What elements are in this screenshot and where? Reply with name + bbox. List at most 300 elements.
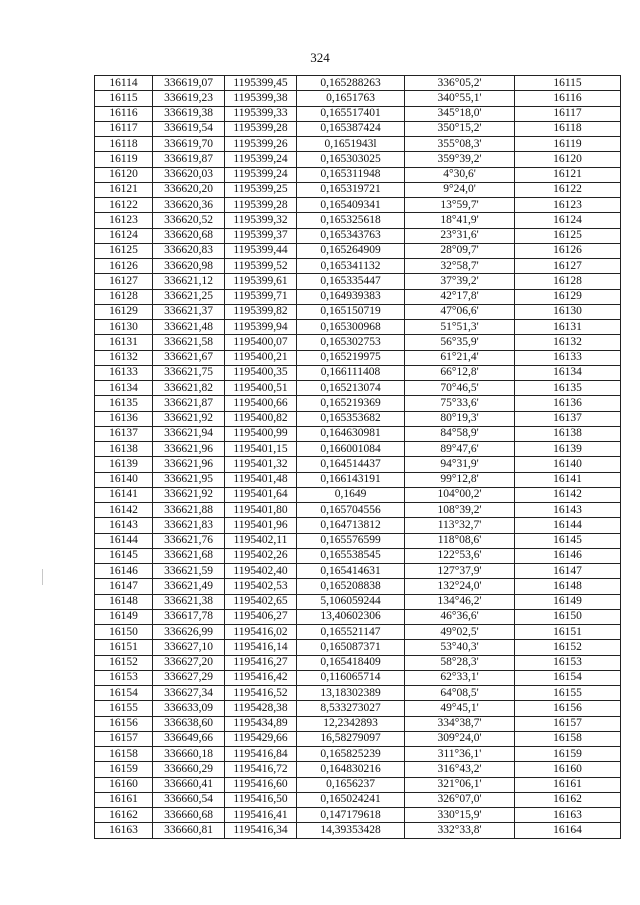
x-coordinate-cell: 336621,87 (153, 396, 225, 411)
x-coordinate-cell: 336621,82 (153, 381, 225, 396)
distance-cell: 0,165288263 (297, 76, 405, 91)
next-point-id-cell: 16116 (515, 91, 621, 106)
point-id-cell: 16124 (95, 228, 153, 243)
table-row (95, 808, 621, 823)
point-id-cell: 16150 (95, 625, 153, 640)
distance-cell: 0,165343763 (297, 228, 405, 243)
direction-angle-cell: 350°15,2' (405, 121, 515, 136)
table-row (95, 426, 621, 441)
x-coordinate-cell: 336620,52 (153, 213, 225, 228)
y-coordinate-cell: 1195400,66 (225, 396, 297, 411)
table-row (95, 91, 621, 106)
y-coordinate-cell: 1195416,27 (225, 655, 297, 670)
next-point-id-cell: 16120 (515, 152, 621, 167)
point-id-cell: 16122 (95, 198, 153, 213)
table-row (95, 274, 621, 289)
point-id-cell: 16139 (95, 457, 153, 472)
distance-cell: 0,165517401 (297, 106, 405, 121)
point-id-cell: 16159 (95, 762, 153, 777)
point-id-cell: 16157 (95, 731, 153, 746)
table-row (95, 518, 621, 533)
distance-cell: 0,165319721 (297, 182, 405, 197)
y-coordinate-cell: 1195399,26 (225, 137, 297, 152)
direction-angle-cell: 316°43,2' (405, 762, 515, 777)
y-coordinate-cell: 1195401,15 (225, 442, 297, 457)
distance-cell: 0,164713812 (297, 518, 405, 533)
distance-cell: 0,165414631 (297, 564, 405, 579)
table-row (95, 701, 621, 716)
next-point-id-cell: 16124 (515, 213, 621, 228)
x-coordinate-cell: 336627,20 (153, 655, 225, 670)
next-point-id-cell: 16150 (515, 609, 621, 624)
x-coordinate-cell: 336660,54 (153, 792, 225, 807)
distance-cell: 0,165300968 (297, 320, 405, 335)
x-coordinate-cell: 336660,81 (153, 823, 225, 838)
direction-angle-cell: 104°00,2' (405, 487, 515, 502)
point-id-cell: 16148 (95, 594, 153, 609)
x-coordinate-cell: 336621,95 (153, 472, 225, 487)
table-row (95, 350, 621, 365)
y-coordinate-cell: 1195416,02 (225, 625, 297, 640)
point-id-cell: 16136 (95, 411, 153, 426)
next-point-id-cell: 16122 (515, 182, 621, 197)
table-row (95, 487, 621, 502)
next-point-id-cell: 16118 (515, 121, 621, 136)
x-coordinate-cell: 336627,29 (153, 670, 225, 685)
page-number: 324 (310, 50, 330, 65)
y-coordinate-cell: 1195416,14 (225, 640, 297, 655)
x-coordinate-cell: 336660,41 (153, 777, 225, 792)
next-point-id-cell: 16154 (515, 670, 621, 685)
distance-cell: 0,166143191 (297, 472, 405, 487)
distance-cell: 0,165219369 (297, 396, 405, 411)
point-id-cell: 16153 (95, 670, 153, 685)
y-coordinate-cell: 1195399,61 (225, 274, 297, 289)
y-coordinate-cell: 1195399,52 (225, 259, 297, 274)
point-id-cell: 16134 (95, 381, 153, 396)
next-point-id-cell: 16131 (515, 320, 621, 335)
x-coordinate-cell: 336660,29 (153, 762, 225, 777)
next-point-id-cell: 16142 (515, 487, 621, 502)
table-row (95, 747, 621, 762)
next-point-id-cell: 16123 (515, 198, 621, 213)
direction-angle-cell: 326°07,0' (405, 792, 515, 807)
point-id-cell: 16144 (95, 533, 153, 548)
y-coordinate-cell: 1195401,80 (225, 503, 297, 518)
point-id-cell: 16123 (95, 213, 153, 228)
direction-angle-cell: 113°32,7' (405, 518, 515, 533)
x-coordinate-cell: 336621,94 (153, 426, 225, 441)
table-row (95, 716, 621, 731)
y-coordinate-cell: 1195399,94 (225, 320, 297, 335)
y-coordinate-cell: 1195402,65 (225, 594, 297, 609)
distance-cell: 0,164830216 (297, 762, 405, 777)
x-coordinate-cell: 336619,70 (153, 137, 225, 152)
x-coordinate-cell: 336660,18 (153, 747, 225, 762)
next-point-id-cell: 16121 (515, 167, 621, 182)
direction-angle-cell: 42°17,8' (405, 289, 515, 304)
point-id-cell: 16125 (95, 243, 153, 258)
distance-cell: 0,1656237 (297, 777, 405, 792)
point-id-cell: 16119 (95, 152, 153, 167)
direction-angle-cell: 80°19,3' (405, 411, 515, 426)
direction-angle-cell: 4°30,6' (405, 167, 515, 182)
table-row (95, 777, 621, 792)
x-coordinate-cell: 336660,68 (153, 808, 225, 823)
table-row (95, 137, 621, 152)
point-id-cell: 16120 (95, 167, 153, 182)
direction-angle-cell: 122°53,6' (405, 548, 515, 563)
next-point-id-cell: 16144 (515, 518, 621, 533)
next-point-id-cell: 16162 (515, 792, 621, 807)
point-id-cell: 16142 (95, 503, 153, 518)
point-id-cell: 16121 (95, 182, 153, 197)
point-id-cell: 16141 (95, 487, 153, 502)
direction-angle-cell: 47°06,6' (405, 304, 515, 319)
table-row (95, 792, 621, 807)
y-coordinate-cell: 1195399,44 (225, 243, 297, 258)
x-coordinate-cell: 336620,68 (153, 228, 225, 243)
margin-mark (42, 569, 43, 585)
x-coordinate-cell: 336627,10 (153, 640, 225, 655)
y-coordinate-cell: 1195401,48 (225, 472, 297, 487)
x-coordinate-cell: 336621,37 (153, 304, 225, 319)
distance-cell: 0,165303025 (297, 152, 405, 167)
next-point-id-cell: 16125 (515, 228, 621, 243)
distance-cell: 0,165264909 (297, 243, 405, 258)
point-id-cell: 16154 (95, 686, 153, 701)
y-coordinate-cell: 1195401,32 (225, 457, 297, 472)
distance-cell: 13,40602306 (297, 609, 405, 624)
next-point-id-cell: 16136 (515, 396, 621, 411)
direction-angle-cell: 99°12,8' (405, 472, 515, 487)
next-point-id-cell: 16159 (515, 747, 621, 762)
direction-angle-cell: 321°06,1' (405, 777, 515, 792)
x-coordinate-cell: 336621,88 (153, 503, 225, 518)
distance-cell: 0,165325618 (297, 213, 405, 228)
next-point-id-cell: 16156 (515, 701, 621, 716)
y-coordinate-cell: 1195399,28 (225, 121, 297, 136)
y-coordinate-cell: 1195399,24 (225, 167, 297, 182)
direction-angle-cell: 309°24,0' (405, 731, 515, 746)
x-coordinate-cell: 336621,59 (153, 564, 225, 579)
next-point-id-cell: 16151 (515, 625, 621, 640)
direction-angle-cell: 66°12,8' (405, 365, 515, 380)
direction-angle-cell: 311°36,1' (405, 747, 515, 762)
x-coordinate-cell: 336627,34 (153, 686, 225, 701)
distance-cell: 0,166111408 (297, 365, 405, 380)
y-coordinate-cell: 1195416,34 (225, 823, 297, 838)
next-point-id-cell: 16148 (515, 579, 621, 594)
next-point-id-cell: 16152 (515, 640, 621, 655)
table-row (95, 243, 621, 258)
table-row (95, 106, 621, 121)
y-coordinate-cell: 1195399,82 (225, 304, 297, 319)
x-coordinate-cell: 336621,48 (153, 320, 225, 335)
next-point-id-cell: 16128 (515, 274, 621, 289)
direction-angle-cell: 62°33,1' (405, 670, 515, 685)
direction-angle-cell: 70°46,5' (405, 381, 515, 396)
table-row (95, 289, 621, 304)
coordinates-table-body (95, 76, 621, 839)
distance-cell: 16,58279097 (297, 731, 405, 746)
distance-cell: 0,165418409 (297, 655, 405, 670)
x-coordinate-cell: 336620,36 (153, 198, 225, 213)
point-id-cell: 16161 (95, 792, 153, 807)
table-row (95, 731, 621, 746)
y-coordinate-cell: 1195402,53 (225, 579, 297, 594)
distance-cell: 0,116065714 (297, 670, 405, 685)
point-id-cell: 16152 (95, 655, 153, 670)
y-coordinate-cell: 1195416,41 (225, 808, 297, 823)
distance-cell: 0,164514437 (297, 457, 405, 472)
next-point-id-cell: 16139 (515, 442, 621, 457)
y-coordinate-cell: 1195402,40 (225, 564, 297, 579)
next-point-id-cell: 16147 (515, 564, 621, 579)
point-id-cell: 16145 (95, 548, 153, 563)
distance-cell: 0,165087371 (297, 640, 405, 655)
next-point-id-cell: 16119 (515, 137, 621, 152)
next-point-id-cell: 16129 (515, 289, 621, 304)
distance-cell: 0,164939383 (297, 289, 405, 304)
direction-angle-cell: 345°18,0' (405, 106, 515, 121)
direction-angle-cell: 94°31,9' (405, 457, 515, 472)
direction-angle-cell: 56°35,9' (405, 335, 515, 350)
direction-angle-cell: 359°39,2' (405, 152, 515, 167)
y-coordinate-cell: 1195402,26 (225, 548, 297, 563)
direction-angle-cell: 32°58,7' (405, 259, 515, 274)
point-id-cell: 16163 (95, 823, 153, 838)
next-point-id-cell: 16140 (515, 457, 621, 472)
x-coordinate-cell: 336621,68 (153, 548, 225, 563)
table-row (95, 655, 621, 670)
distance-cell: 0,1649 (297, 487, 405, 502)
distance-cell: 13,18302389 (297, 686, 405, 701)
next-point-id-cell: 16137 (515, 411, 621, 426)
direction-angle-cell: 46°36,6' (405, 609, 515, 624)
distance-cell: 0,165311948 (297, 167, 405, 182)
distance-cell: 0,165219975 (297, 350, 405, 365)
point-id-cell: 16128 (95, 289, 153, 304)
y-coordinate-cell: 1195400,51 (225, 381, 297, 396)
direction-angle-cell: 49°02,5' (405, 625, 515, 640)
x-coordinate-cell: 336620,20 (153, 182, 225, 197)
y-coordinate-cell: 1195416,72 (225, 762, 297, 777)
direction-angle-cell: 49°45,1' (405, 701, 515, 716)
x-coordinate-cell: 336621,76 (153, 533, 225, 548)
next-point-id-cell: 16164 (515, 823, 621, 838)
next-point-id-cell: 16155 (515, 686, 621, 701)
y-coordinate-cell: 1195399,38 (225, 91, 297, 106)
table-row (95, 762, 621, 777)
x-coordinate-cell: 336621,92 (153, 487, 225, 502)
point-id-cell: 16162 (95, 808, 153, 823)
table-row (95, 76, 621, 91)
next-point-id-cell: 16163 (515, 808, 621, 823)
point-id-cell: 16146 (95, 564, 153, 579)
point-id-cell: 16151 (95, 640, 153, 655)
distance-cell: 0,166001084 (297, 442, 405, 457)
x-coordinate-cell: 336621,25 (153, 289, 225, 304)
direction-angle-cell: 37°39,2' (405, 274, 515, 289)
y-coordinate-cell: 1195401,96 (225, 518, 297, 533)
table-row (95, 442, 621, 457)
x-coordinate-cell: 336621,67 (153, 350, 225, 365)
y-coordinate-cell: 1195400,07 (225, 335, 297, 350)
table-row (95, 167, 621, 182)
table-row (95, 381, 621, 396)
point-id-cell: 16149 (95, 609, 153, 624)
distance-cell: 14,39353428 (297, 823, 405, 838)
y-coordinate-cell: 1195399,33 (225, 106, 297, 121)
next-point-id-cell: 16138 (515, 426, 621, 441)
table-row (95, 503, 621, 518)
x-coordinate-cell: 336619,38 (153, 106, 225, 121)
x-coordinate-cell: 336649,66 (153, 731, 225, 746)
coordinates-table (94, 75, 621, 839)
y-coordinate-cell: 1195416,60 (225, 777, 297, 792)
next-point-id-cell: 16115 (515, 76, 621, 91)
next-point-id-cell: 16157 (515, 716, 621, 731)
next-point-id-cell: 16135 (515, 381, 621, 396)
direction-angle-cell: 53°40,3' (405, 640, 515, 655)
y-coordinate-cell: 1195399,25 (225, 182, 297, 197)
point-id-cell: 16129 (95, 304, 153, 319)
point-id-cell: 16137 (95, 426, 153, 441)
table-row (95, 609, 621, 624)
next-point-id-cell: 16160 (515, 762, 621, 777)
x-coordinate-cell: 336620,98 (153, 259, 225, 274)
point-id-cell: 16117 (95, 121, 153, 136)
point-id-cell: 16140 (95, 472, 153, 487)
table-row (95, 259, 621, 274)
distance-cell: 0,165353682 (297, 411, 405, 426)
distance-cell: 0,165538545 (297, 548, 405, 563)
distance-cell: 0,165825239 (297, 747, 405, 762)
point-id-cell: 16118 (95, 137, 153, 152)
distance-cell: 0,165704556 (297, 503, 405, 518)
next-point-id-cell: 16134 (515, 365, 621, 380)
distance-cell: 0,165521147 (297, 625, 405, 640)
point-id-cell: 16130 (95, 320, 153, 335)
point-id-cell: 16155 (95, 701, 153, 716)
table-row (95, 365, 621, 380)
direction-angle-cell: 355°08,3' (405, 137, 515, 152)
direction-angle-cell: 61°21,4' (405, 350, 515, 365)
next-point-id-cell: 16145 (515, 533, 621, 548)
distance-cell: 12,2342893 (297, 716, 405, 731)
y-coordinate-cell: 1195399,71 (225, 289, 297, 304)
y-coordinate-cell: 1195416,52 (225, 686, 297, 701)
point-id-cell: 16115 (95, 91, 153, 106)
distance-cell: 0,165387424 (297, 121, 405, 136)
next-point-id-cell: 16158 (515, 731, 621, 746)
y-coordinate-cell: 1195416,84 (225, 747, 297, 762)
x-coordinate-cell: 336620,03 (153, 167, 225, 182)
distance-cell: 5,106059244 (297, 594, 405, 609)
distance-cell: 0,165335447 (297, 274, 405, 289)
table-row (95, 564, 621, 579)
table-row (95, 228, 621, 243)
y-coordinate-cell: 1195399,37 (225, 228, 297, 243)
next-point-id-cell: 16141 (515, 472, 621, 487)
point-id-cell: 16135 (95, 396, 153, 411)
point-id-cell: 16127 (95, 274, 153, 289)
point-id-cell: 16126 (95, 259, 153, 274)
table-row (95, 121, 621, 136)
table-row (95, 320, 621, 335)
next-point-id-cell: 16133 (515, 350, 621, 365)
x-coordinate-cell: 336617,78 (153, 609, 225, 624)
distance-cell: 0,1651763 (297, 91, 405, 106)
y-coordinate-cell: 1195406,27 (225, 609, 297, 624)
next-point-id-cell: 16146 (515, 548, 621, 563)
x-coordinate-cell: 336633,09 (153, 701, 225, 716)
y-coordinate-cell: 1195399,28 (225, 198, 297, 213)
next-point-id-cell: 16161 (515, 777, 621, 792)
point-id-cell: 16116 (95, 106, 153, 121)
table-row (95, 533, 621, 548)
y-coordinate-cell: 1195434,89 (225, 716, 297, 731)
table-row (95, 472, 621, 487)
table-row (95, 335, 621, 350)
direction-angle-cell: 118°08,6' (405, 533, 515, 548)
next-point-id-cell: 16127 (515, 259, 621, 274)
point-id-cell: 16156 (95, 716, 153, 731)
table-row (95, 594, 621, 609)
distance-cell: 0,165024241 (297, 792, 405, 807)
point-id-cell: 16138 (95, 442, 153, 457)
x-coordinate-cell: 336621,92 (153, 411, 225, 426)
x-coordinate-cell: 336626,99 (153, 625, 225, 640)
distance-cell: 0,164630981 (297, 426, 405, 441)
point-id-cell: 16133 (95, 365, 153, 380)
table-row (95, 152, 621, 167)
distance-cell: 8,533273027 (297, 701, 405, 716)
distance-cell: 0,165341132 (297, 259, 405, 274)
x-coordinate-cell: 336621,75 (153, 365, 225, 380)
distance-cell: 0,147179618 (297, 808, 405, 823)
table-row (95, 579, 621, 594)
point-id-cell: 16158 (95, 747, 153, 762)
x-coordinate-cell: 336619,54 (153, 121, 225, 136)
y-coordinate-cell: 1195416,42 (225, 670, 297, 685)
distance-cell: 0,165150719 (297, 304, 405, 319)
table-row (95, 411, 621, 426)
next-point-id-cell: 16132 (515, 335, 621, 350)
next-point-id-cell: 16153 (515, 655, 621, 670)
point-id-cell: 16147 (95, 579, 153, 594)
point-id-cell: 16114 (95, 76, 153, 91)
direction-angle-cell: 134°46,2' (405, 594, 515, 609)
table-row (95, 396, 621, 411)
direction-angle-cell: 108°39,2' (405, 503, 515, 518)
next-point-id-cell: 16126 (515, 243, 621, 258)
distance-cell: 0,1651943l (297, 137, 405, 152)
table-row (95, 304, 621, 319)
direction-angle-cell: 132°24,0' (405, 579, 515, 594)
table-row (95, 670, 621, 685)
x-coordinate-cell: 336621,49 (153, 579, 225, 594)
distance-cell: 0,165409341 (297, 198, 405, 213)
direction-angle-cell: 89°47,6' (405, 442, 515, 457)
direction-angle-cell: 336°05,2' (405, 76, 515, 91)
y-coordinate-cell: 1195399,32 (225, 213, 297, 228)
x-coordinate-cell: 336619,07 (153, 76, 225, 91)
direction-angle-cell: 51°51,3' (405, 320, 515, 335)
table-row (95, 686, 621, 701)
y-coordinate-cell: 1195416,50 (225, 792, 297, 807)
